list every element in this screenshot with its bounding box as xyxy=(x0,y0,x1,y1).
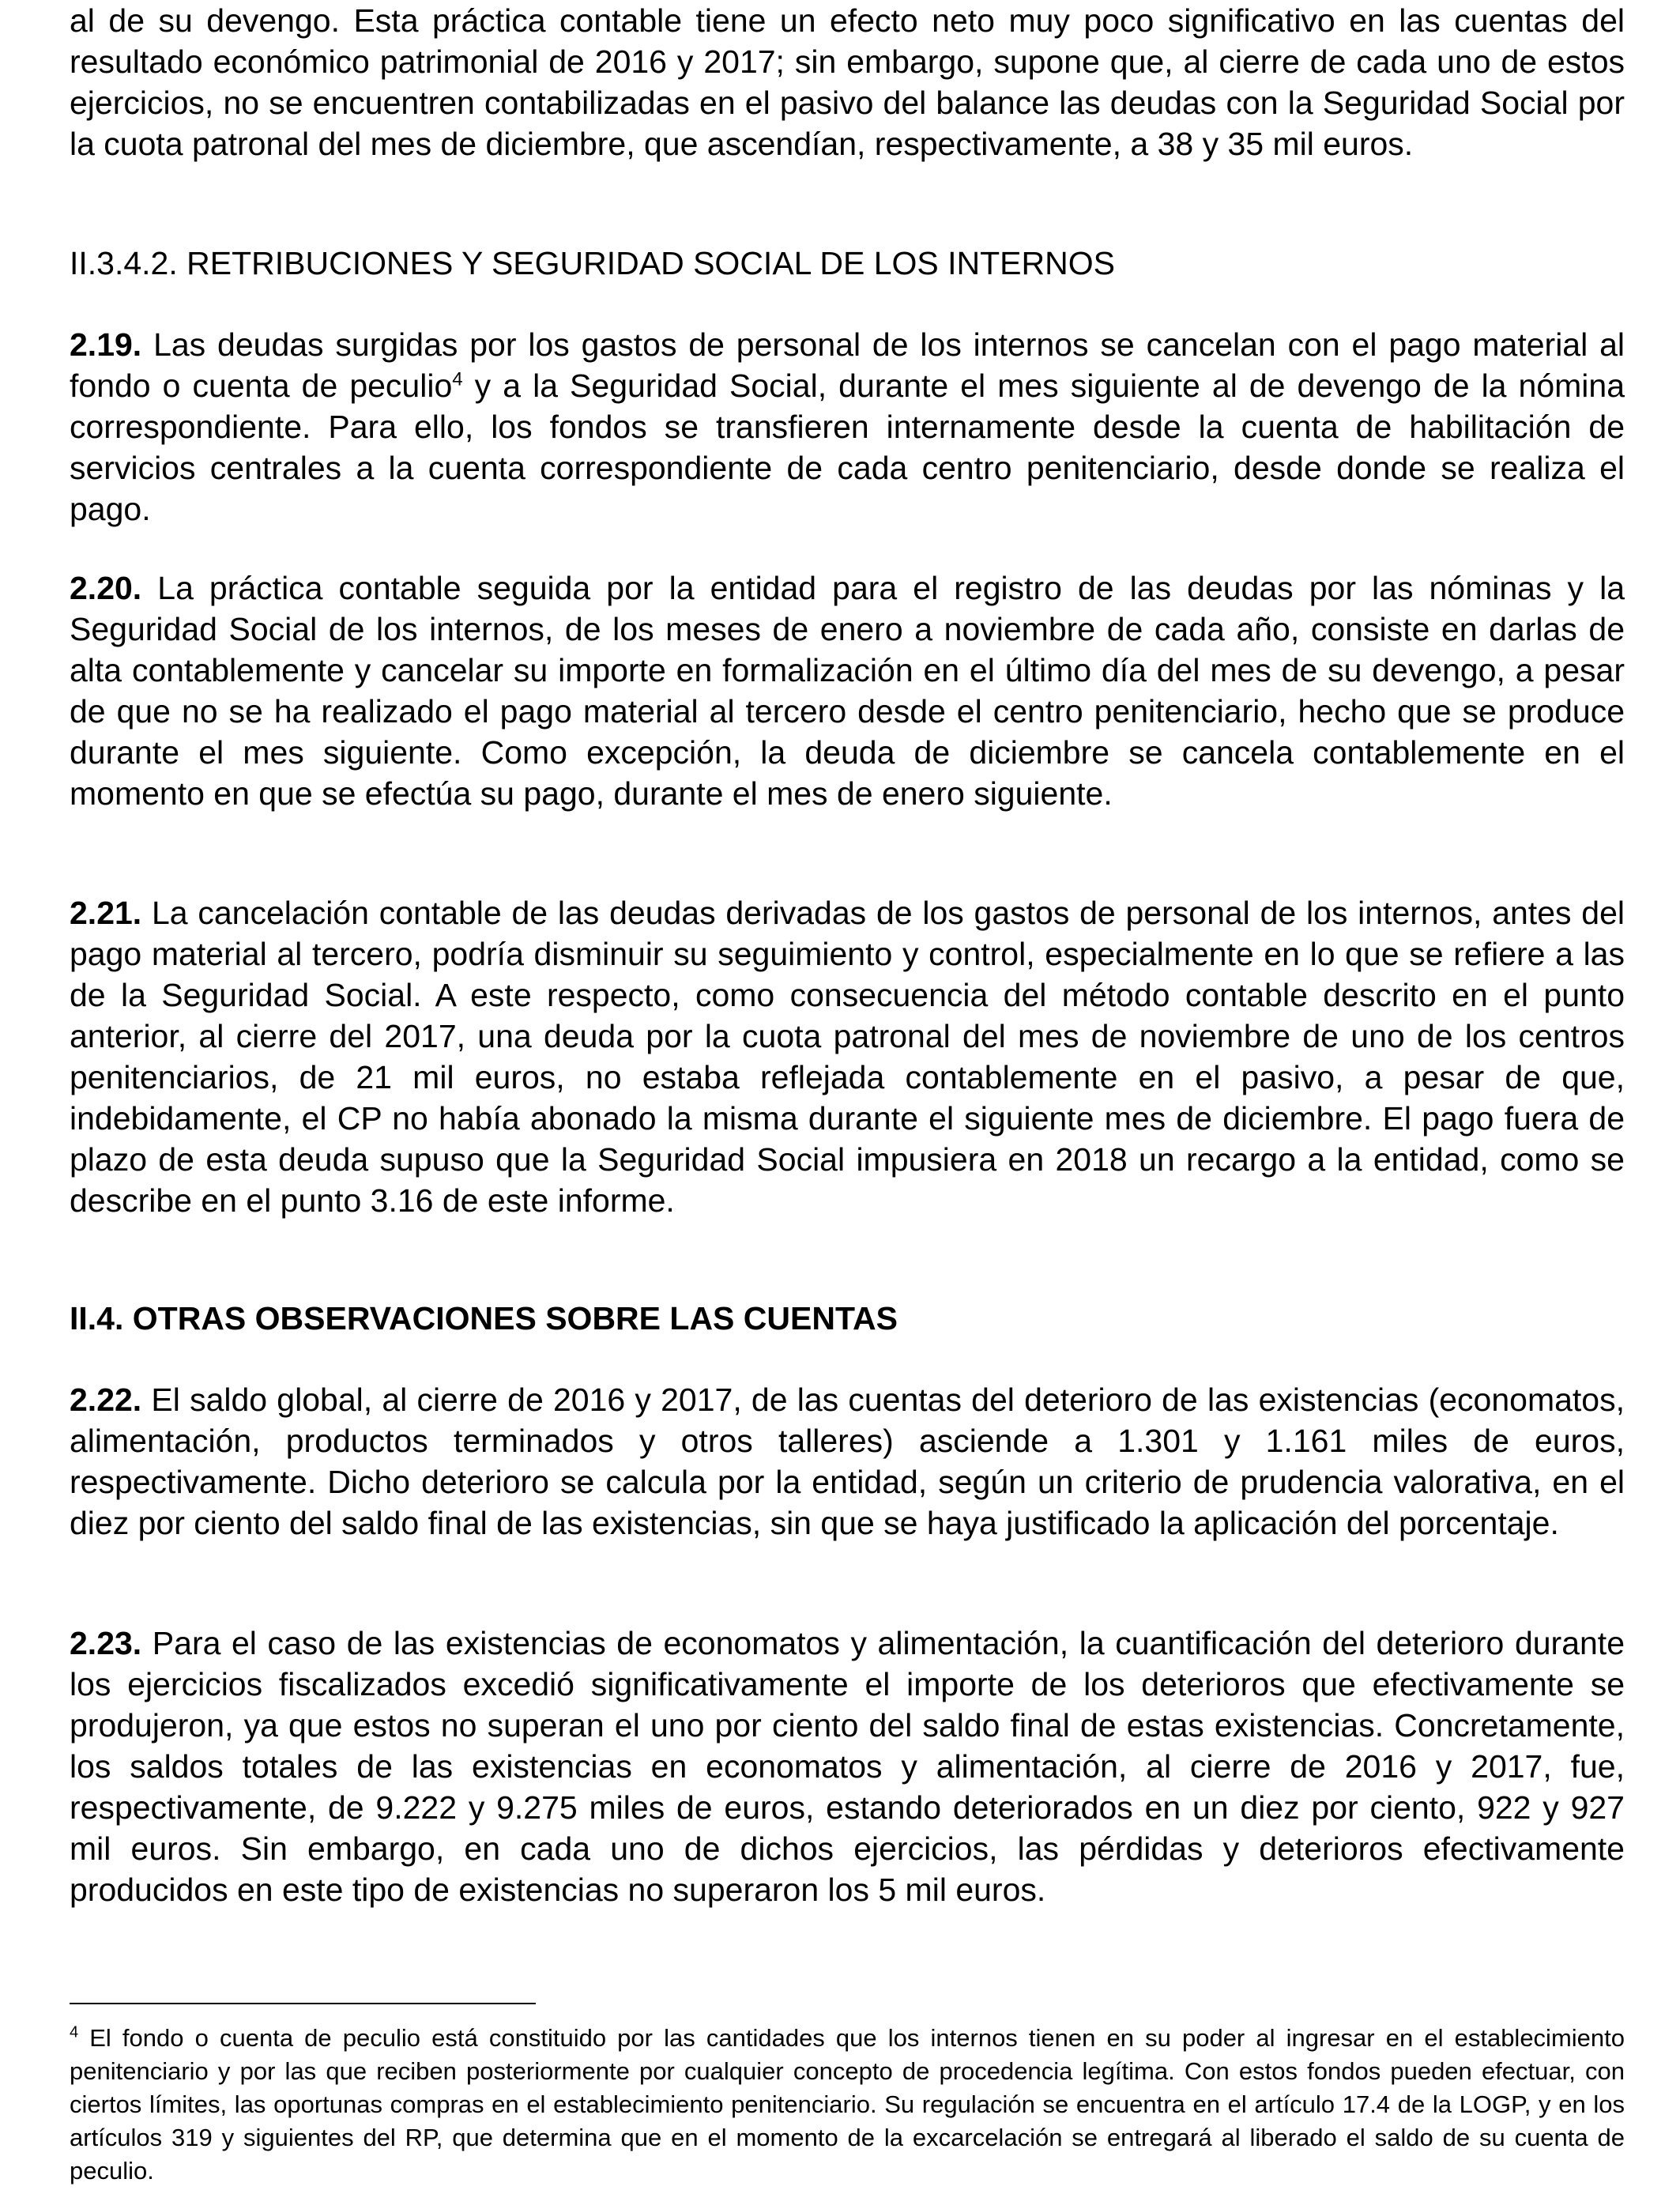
paragraph-2-23 xyxy=(70,1623,1625,1910)
section-heading-otras-observaciones xyxy=(70,1298,1625,1339)
paragraph-text xyxy=(70,324,1625,530)
paragraph-body-continued: y a la Seguridad Social, durante el mes siguiente al de devengo de la nómina correspondiente. Para ello, los fondos se transfieren internamente desde la cuenta de habilitación de servicios centrales a la cuenta correspondiente de cada centro penitenciario, desde donde se realiza el pago. xyxy=(70,368,1625,527)
paragraph-number: 2.23. xyxy=(70,1625,142,1661)
paragraph-number: 2.21. xyxy=(70,895,142,931)
paragraph-number: 2.22. xyxy=(70,1382,142,1418)
paragraph-2-19 xyxy=(70,324,1625,530)
paragraph-text xyxy=(70,567,1625,814)
section-heading: II.3.4.2. RETRIBUCIONES Y SEGURIDAD SOCIAL DE LOS INTERNOS xyxy=(70,245,1115,281)
paragraph-2-22 xyxy=(70,1379,1625,1544)
paragraph-body: El saldo global, al cierre de 2016 y 2017, de las cuentas del deterioro de las existencias (economatos, alimentación, productos terminados y otros talleres) asciende a 1.301 y 1.161 miles de euros, respectivamente. Dicho deterioro se calcula por la entidad, según un criterio de prudencia valorativa, en el diez por ciento del saldo final de las existencias, sin que se haya justificado la aplicación del porcentaje. xyxy=(70,1382,1625,1541)
section-heading: II.4. OTRAS OBSERVACIONES SOBRE LAS CUENTAS xyxy=(70,1300,898,1336)
paragraph-text xyxy=(70,1379,1625,1544)
paragraph-body: Las deudas surgidas por los gastos de personal de los internos se cancelan con el pago material al fondo o cuenta de peculio xyxy=(70,326,1625,404)
paragraph-body: La cancelación contable de las deudas derivadas de los gastos de personal de los internos, antes del pago material al tercero, podría disminuir su seguimiento y control, especialmente en lo que se refiere a las de la Seguridad Social. A este respecto, como consecuencia del método contable descrito en el punto anterior, al cierre del 2017, una deuda por la cuota patronal del mes de noviembre de uno de los centros penitenciarios, de 21 mil euros, no estaba reflejada contablemente en el pasivo, a pesar de que, indebidamente, el CP no había abonado la misma durante el siguiente mes de diciembre. El pago fuera de plazo de esta deuda supuso que la Seguridad Social impusiera en 2018 un recargo a la entidad, como se describe en el punto 3.16 de este informe. xyxy=(70,895,1625,1219)
paragraph-2-20 xyxy=(70,567,1625,814)
paragraph-continued xyxy=(70,0,1625,164)
footnote-reference[interactable]: 4 xyxy=(452,368,463,390)
footnote-text: El fondo o cuenta de peculio está constituido por las cantidades que los internos tienen en su poder al ingresar en el establecimiento penitenciario y por las que reciben posteriormente por cualquier concepto de procedencia legítima. Con estos fondos pueden efectuar, con ciertos límites, las oportunas compras en el establecimiento penitenciario. Su regulación se encuentra en el artículo 17.4 de la LOGP, y en los artículos 319 y siguientes del RP, que determina que en el momento de la excarcelación se entregará al liberado el saldo de su cuenta de peculio. xyxy=(70,2024,1625,2185)
paragraph-body: La práctica contable seguida por la entidad para el registro de las deudas por las nóminas y la Seguridad Social de los internos, de los meses de enero a noviembre de cada año, consiste en darlas de alta contablemente y cancelar su importe en formalización en el último día del mes de su devengo, a pesar de que no se ha realizado el pago material al tercero desde el centro penitenciario, hecho que se produce durante el mes siguiente. Como excepción, la deuda de diciembre se cancela contablemente en el momento en que se efectúa su pago, durante el mes de enero siguiente. xyxy=(70,570,1625,812)
footnote-marker: 4 xyxy=(70,2023,79,2041)
paragraph-text: al de su devengo. Esta práctica contable tiene un efecto neto muy poco significativo en las cuentas del resultado económico patrimonial de 2016 y 2017; sin embargo, supone que, al cierre de cada uno de estos ejercicios, no se encuentren contabilizadas en el pasivo del balance las deudas con la Seguridad Social por la cuota patronal del mes de diciembre, que ascendían, respectivamente, a 38 y 35 mil euros. xyxy=(70,2,1625,162)
paragraph-text xyxy=(70,892,1625,1221)
section-heading-retribuciones xyxy=(70,243,1625,284)
paragraph-body: Para el caso de las existencias de economatos y alimentación, la cuantificación del deterioro durante los ejercicios fiscalizados excedió significativamente el importe de los deterioros que efectivamente se produjeron, ya que estos no superan el uno por ciento del saldo final de estas existencias. Concretamente, los saldos totales de las existencias en economatos y alimentación, al cierre de 2016 y 2017, fue, respectivamente, de 9.222 y 9.275 miles de euros, estando deteriorados en un diez por ciento, 922 y 927 mil euros. Sin embargo, en cada uno de dichos ejercicios, las pérdidas y deterioros efectivamente producidos en este tipo de existencias no superaron los 5 mil euros. xyxy=(70,1625,1625,1908)
paragraph-number: 2.19. xyxy=(70,326,142,363)
paragraph-text xyxy=(70,1623,1625,1910)
paragraph-2-21 xyxy=(70,892,1625,1221)
footnote xyxy=(70,2022,1625,2188)
paragraph-number: 2.20. xyxy=(70,570,142,606)
footnote-separator xyxy=(70,2003,536,2004)
